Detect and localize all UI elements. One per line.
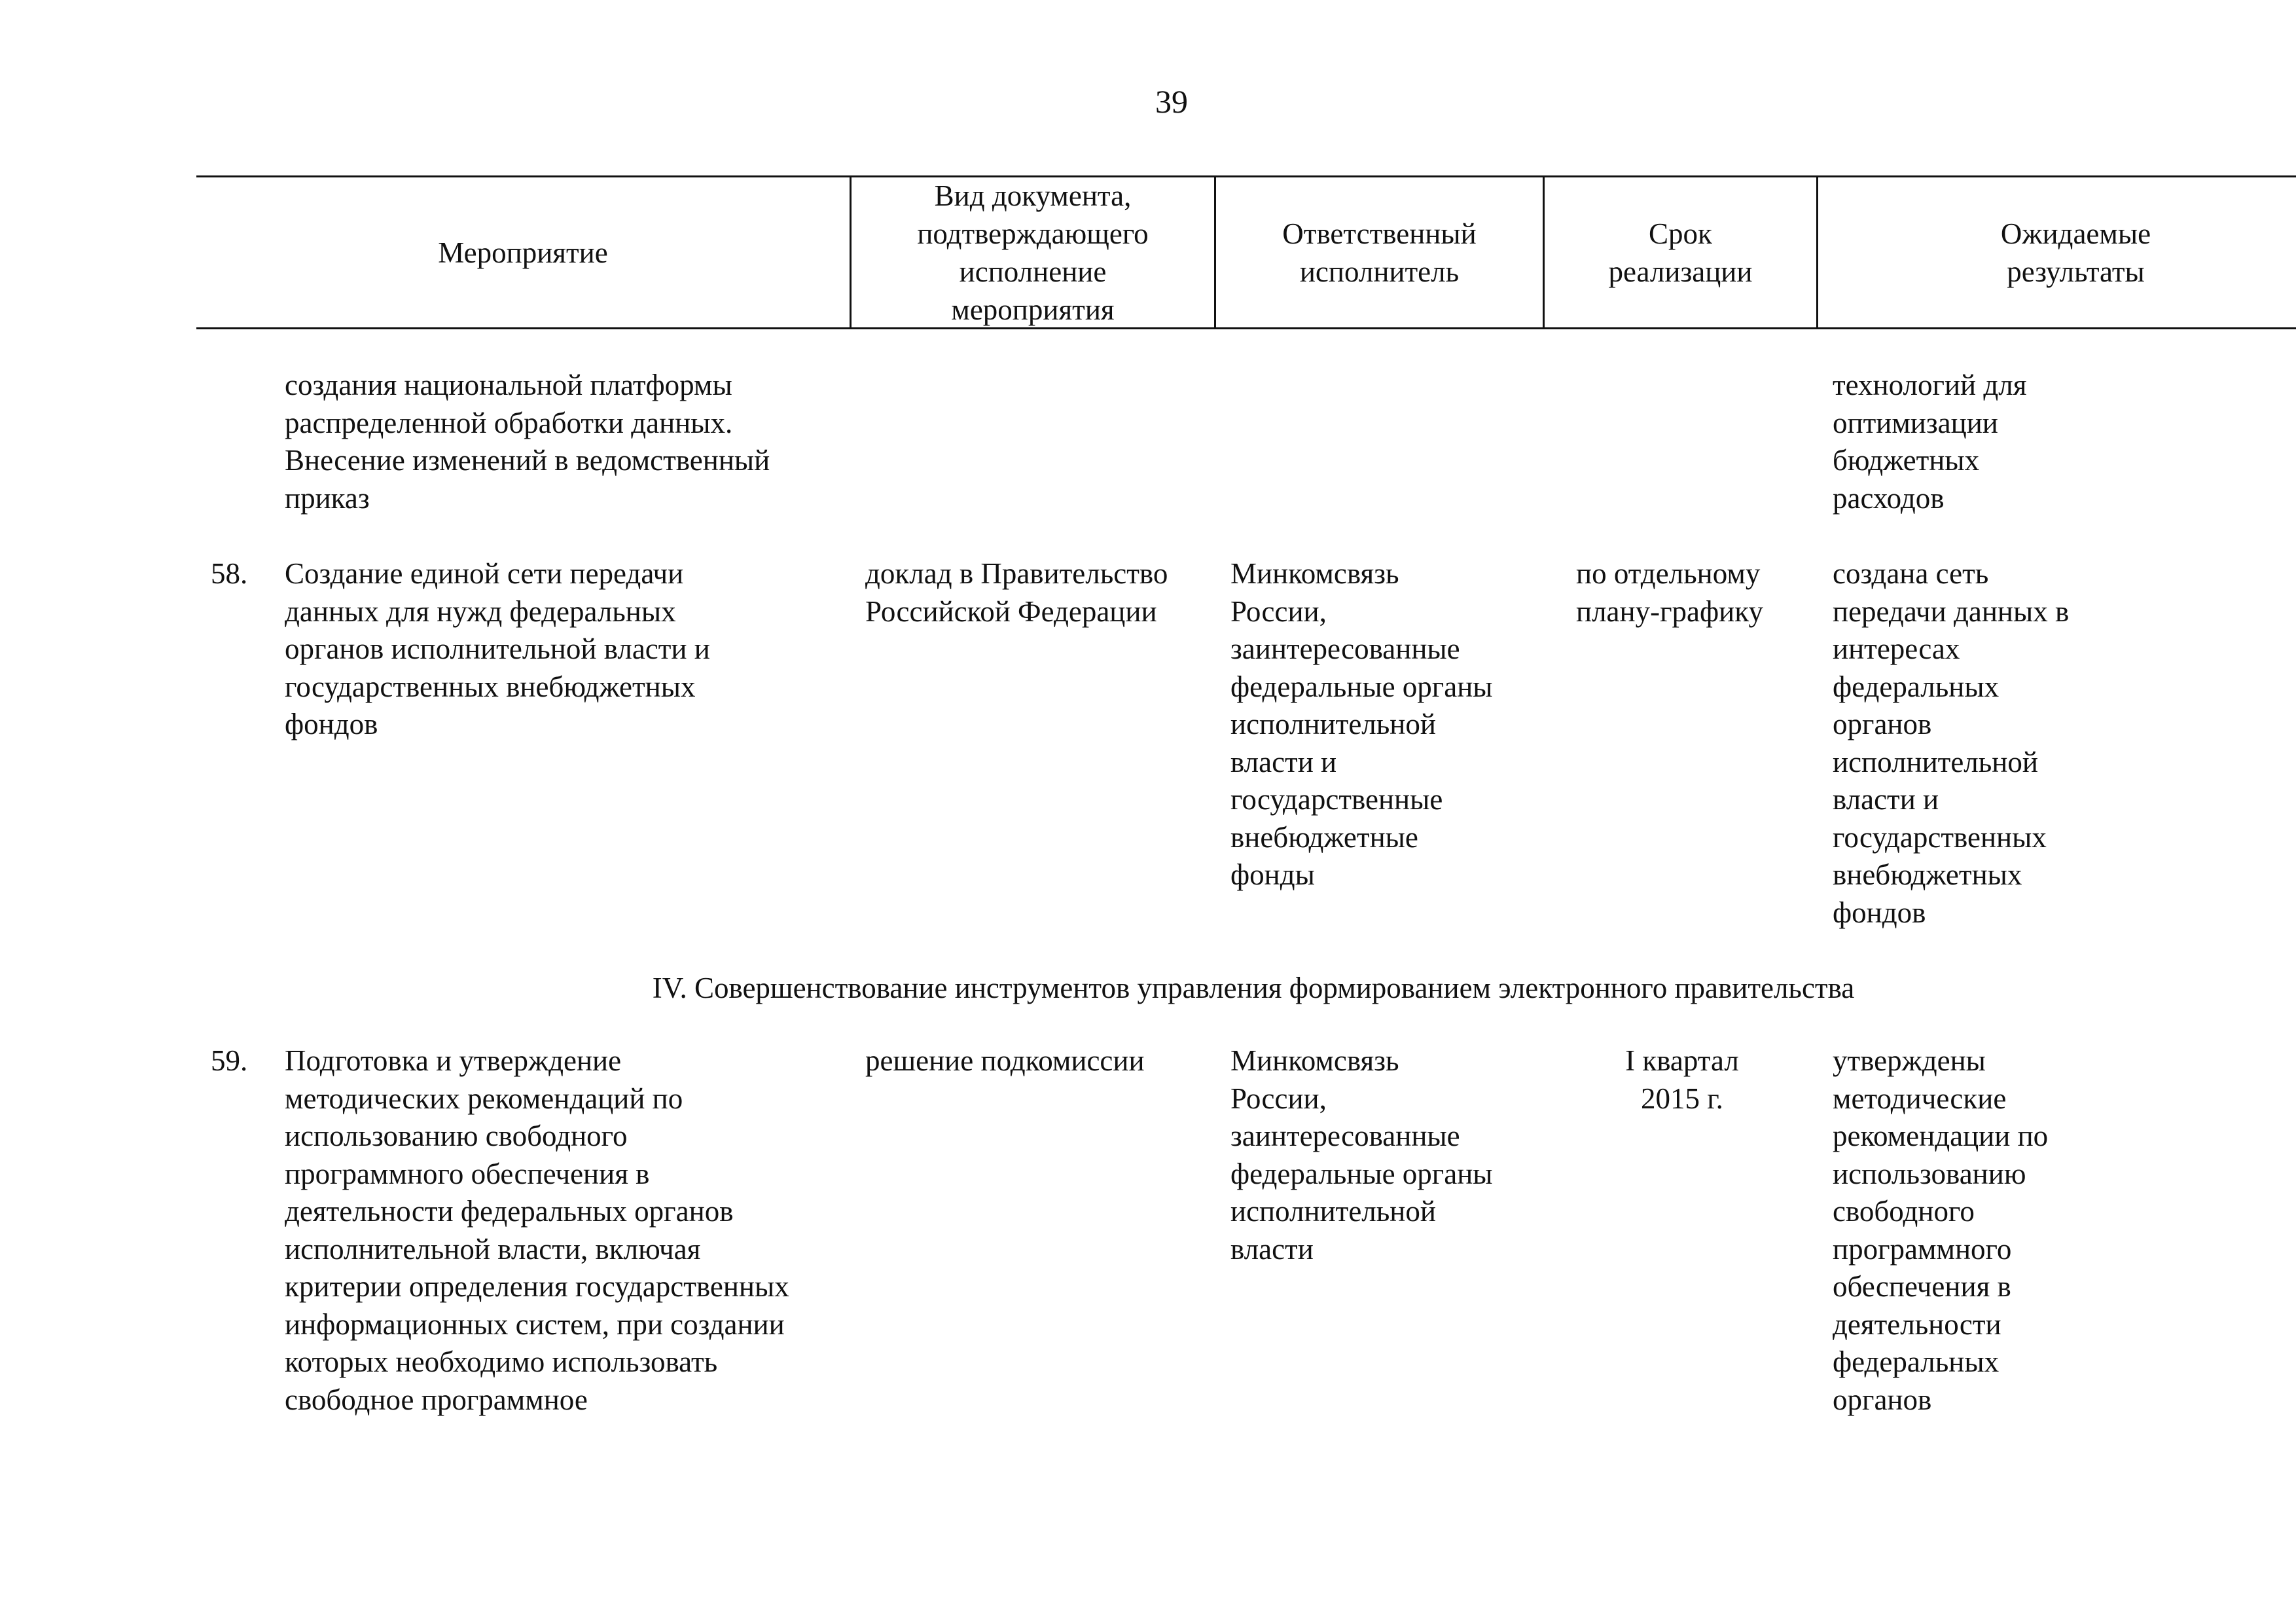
section-heading: IV. Совершенствование инструментов управления формированием электронного правительства (652, 972, 1855, 1004)
continuation-activity: создания национальной платформы распределенной обработки данных. Внесение изменений в ведомственный приказ (285, 369, 770, 515)
header-bottom-rule (196, 327, 2296, 329)
header-responsible: Ответственный исполнитель (1282, 217, 1477, 288)
row-expected-results: создана сеть передачи данных в интересах федеральных органов исполнительной власти и государственных внебюджетных фондов (1833, 557, 2070, 929)
row-number: 58. (211, 557, 248, 590)
row-expected-results: утверждены методические рекомендации по использованию свободного программного обеспечения в деятельности федеральных органов (1833, 1044, 2049, 1416)
header-expected-results: Ожидаемые результаты (2000, 217, 2151, 288)
header-document-type: Вид документа, подтверждающего исполнение мероприятия (917, 179, 1149, 326)
page-number: 39 (1155, 83, 1188, 120)
row-responsible: Минкомсвязь России, заинтересованные федеральные органы исполнительной власти (1230, 1044, 1493, 1266)
row-deadline: по отдельному плану-графику (1576, 557, 1763, 628)
continuation-expected-results: технологий для оптимизации бюджетных расходов (1833, 369, 2027, 515)
header-deadline: Срок реализации (1608, 217, 1753, 288)
row-deadline: I квартал 2015 г. (1625, 1044, 1739, 1115)
row-document-type: доклад в Правительство Российской Федерации (865, 557, 1168, 628)
row-activity: Подготовка и утверждение методических рекомендаций по использованию свободного программного обеспечения в деятельности федеральных органов исполнительной власти, включая критерии определения государственных информационных систем, при создании которых необходимо использовать свободное программное (285, 1044, 789, 1416)
row-responsible: Минкомсвязь России, заинтересованные федеральные органы исполнительной власти и государственные внебюджетные фонды (1230, 557, 1493, 891)
row-document-type: решение подкомиссии (865, 1044, 1145, 1077)
row-activity: Создание единой сети передачи данных для нужд федеральных органов исполнительной власти и государственных внебюджетных фондов (285, 557, 710, 740)
header-activity: Мероприятие (438, 236, 608, 269)
row-number: 59. (211, 1044, 248, 1077)
